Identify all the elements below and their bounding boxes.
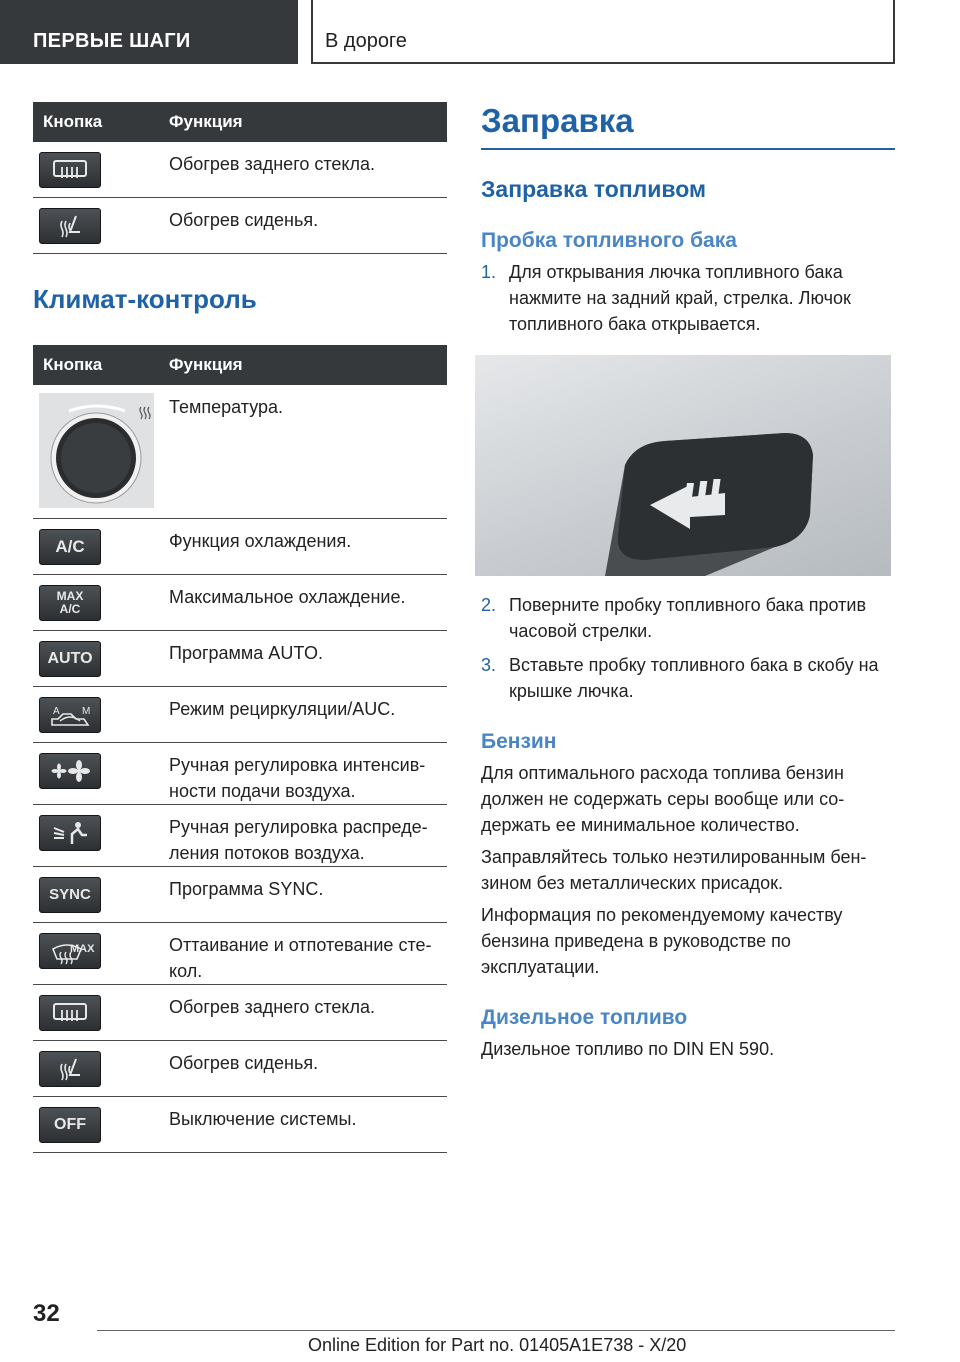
function-text: Режим рециркуляции/AUC.	[169, 687, 447, 743]
right-column	[481, 102, 895, 1068]
table-row	[33, 743, 447, 805]
refuel-subtitle: Заправка топливом	[481, 176, 707, 202]
table-row	[33, 923, 447, 985]
off-button	[39, 1107, 101, 1143]
ac-button-label: A/C	[55, 537, 85, 556]
step-text: Для открывания лючка топливного бака нажмите на задний край, стрелка. Лючок топливного бака открывается.	[509, 262, 851, 334]
diesel-paragraph: Дизельное топливо по DIN EN 590.	[481, 1039, 775, 1059]
chapter-tab[interactable]: В дороге	[311, 0, 895, 64]
step-number: 1.	[481, 262, 497, 282]
auto-button-label: AUTO	[47, 650, 93, 667]
diesel-title: Дизельное топливо	[481, 1006, 688, 1029]
table-row	[33, 385, 447, 519]
footer-edition: Online Edition for Part no. 01405A1E738 - X/20	[308, 1335, 687, 1355]
table-row	[33, 519, 447, 575]
recirc-label-a: A	[53, 706, 60, 717]
function-text: Обогрев заднего стекла.	[169, 142, 447, 198]
step-number: 3.	[481, 655, 497, 675]
fuel-flap-photo	[475, 355, 891, 576]
max-defrost-icon	[39, 933, 101, 969]
table-row	[33, 198, 447, 254]
temperature-knob-icon	[39, 393, 154, 508]
list-item	[481, 592, 895, 644]
sync-button-label: SYNC	[49, 886, 91, 903]
max-ac-label-top: MAX	[56, 589, 84, 603]
step-text: Вставьте пробку топливного бака в скобу на крышке лючка.	[509, 655, 879, 701]
function-text: Температура.	[169, 385, 447, 519]
table-row	[33, 1041, 447, 1097]
petrol-paragraph: Информация по рекомендуемому качеству бензина приведена в руководстве по эксплуатации.	[481, 905, 843, 977]
rear-defrost-icon	[39, 152, 101, 188]
fuel-cap-title: Пробка топливного бака	[481, 229, 737, 252]
table-row	[33, 867, 447, 923]
page-number: 32	[33, 1300, 60, 1327]
air-distribution-icon	[39, 815, 101, 851]
function-text: Ручная регулировка распреде-ления потоков воздуха.	[169, 805, 447, 867]
footer-divider	[97, 1330, 895, 1331]
climate-table	[33, 345, 447, 1153]
ac-button	[39, 529, 101, 565]
col-function-header: Функция	[169, 345, 447, 385]
section-tab[interactable]: ПЕРВЫЕ ШАГИ	[0, 0, 298, 64]
seat-heating-icon	[39, 208, 101, 244]
function-text: Обогрев сиденья.	[169, 1041, 447, 1097]
function-text: Оттаивание и отпотевание сте-кол.	[169, 923, 447, 985]
table-row	[33, 985, 447, 1041]
petrol-paragraph: Заправляйтесь только неэтилированным бен-зином без металлических присадок.	[481, 847, 867, 893]
table-row	[33, 1097, 447, 1153]
fan-icon	[39, 753, 101, 789]
climate-title: Климат-контроль	[33, 284, 257, 314]
rear-defrost-icon	[39, 995, 101, 1031]
max-defrost-label: MAX	[70, 943, 95, 955]
table-row	[33, 142, 447, 198]
petrol-title: Бензин	[481, 730, 557, 753]
max-ac-label-bottom: A/C	[59, 602, 81, 616]
step-number: 2.	[481, 595, 497, 615]
function-text: Максимальное охлаждение.	[169, 575, 447, 631]
function-text: Ручная регулировка интенсив-ности подачи воздуха.	[169, 743, 447, 805]
max-ac-button	[39, 585, 101, 621]
col-button-header: Кнопка	[33, 345, 169, 385]
step-text: Поверните пробку топливного бака против часовой стрелки.	[509, 595, 867, 641]
function-text: Функция охлаждения.	[169, 519, 447, 575]
petrol-paragraph: Для оптимального расхода топлива бензин должен не содержать серы вообще или со-держать ее минимальное количество.	[481, 763, 845, 835]
function-text: Программа SYNC.	[169, 867, 447, 923]
left-column	[33, 102, 447, 1153]
col-function-header: Функция	[169, 102, 447, 142]
function-text: Обогрев заднего стекла.	[169, 985, 447, 1041]
recirc-label-m: M	[82, 706, 91, 717]
table-row	[33, 805, 447, 867]
table-row	[33, 575, 447, 631]
page-title: Заправка	[481, 102, 895, 150]
seat-heating-icon	[39, 1051, 101, 1087]
recirculation-icon	[39, 697, 101, 733]
seat-table	[33, 102, 447, 254]
sync-button	[39, 877, 101, 913]
function-text: Выключение системы.	[169, 1097, 447, 1153]
list-item	[481, 652, 895, 704]
auto-button	[39, 641, 101, 677]
col-button-header: Кнопка	[33, 102, 169, 142]
off-button-label: OFF	[54, 1116, 86, 1133]
list-item	[481, 259, 895, 337]
function-text: Программа AUTO.	[169, 631, 447, 687]
function-text: Обогрев сиденья.	[169, 198, 447, 254]
table-row	[33, 687, 447, 743]
table-row	[33, 631, 447, 687]
